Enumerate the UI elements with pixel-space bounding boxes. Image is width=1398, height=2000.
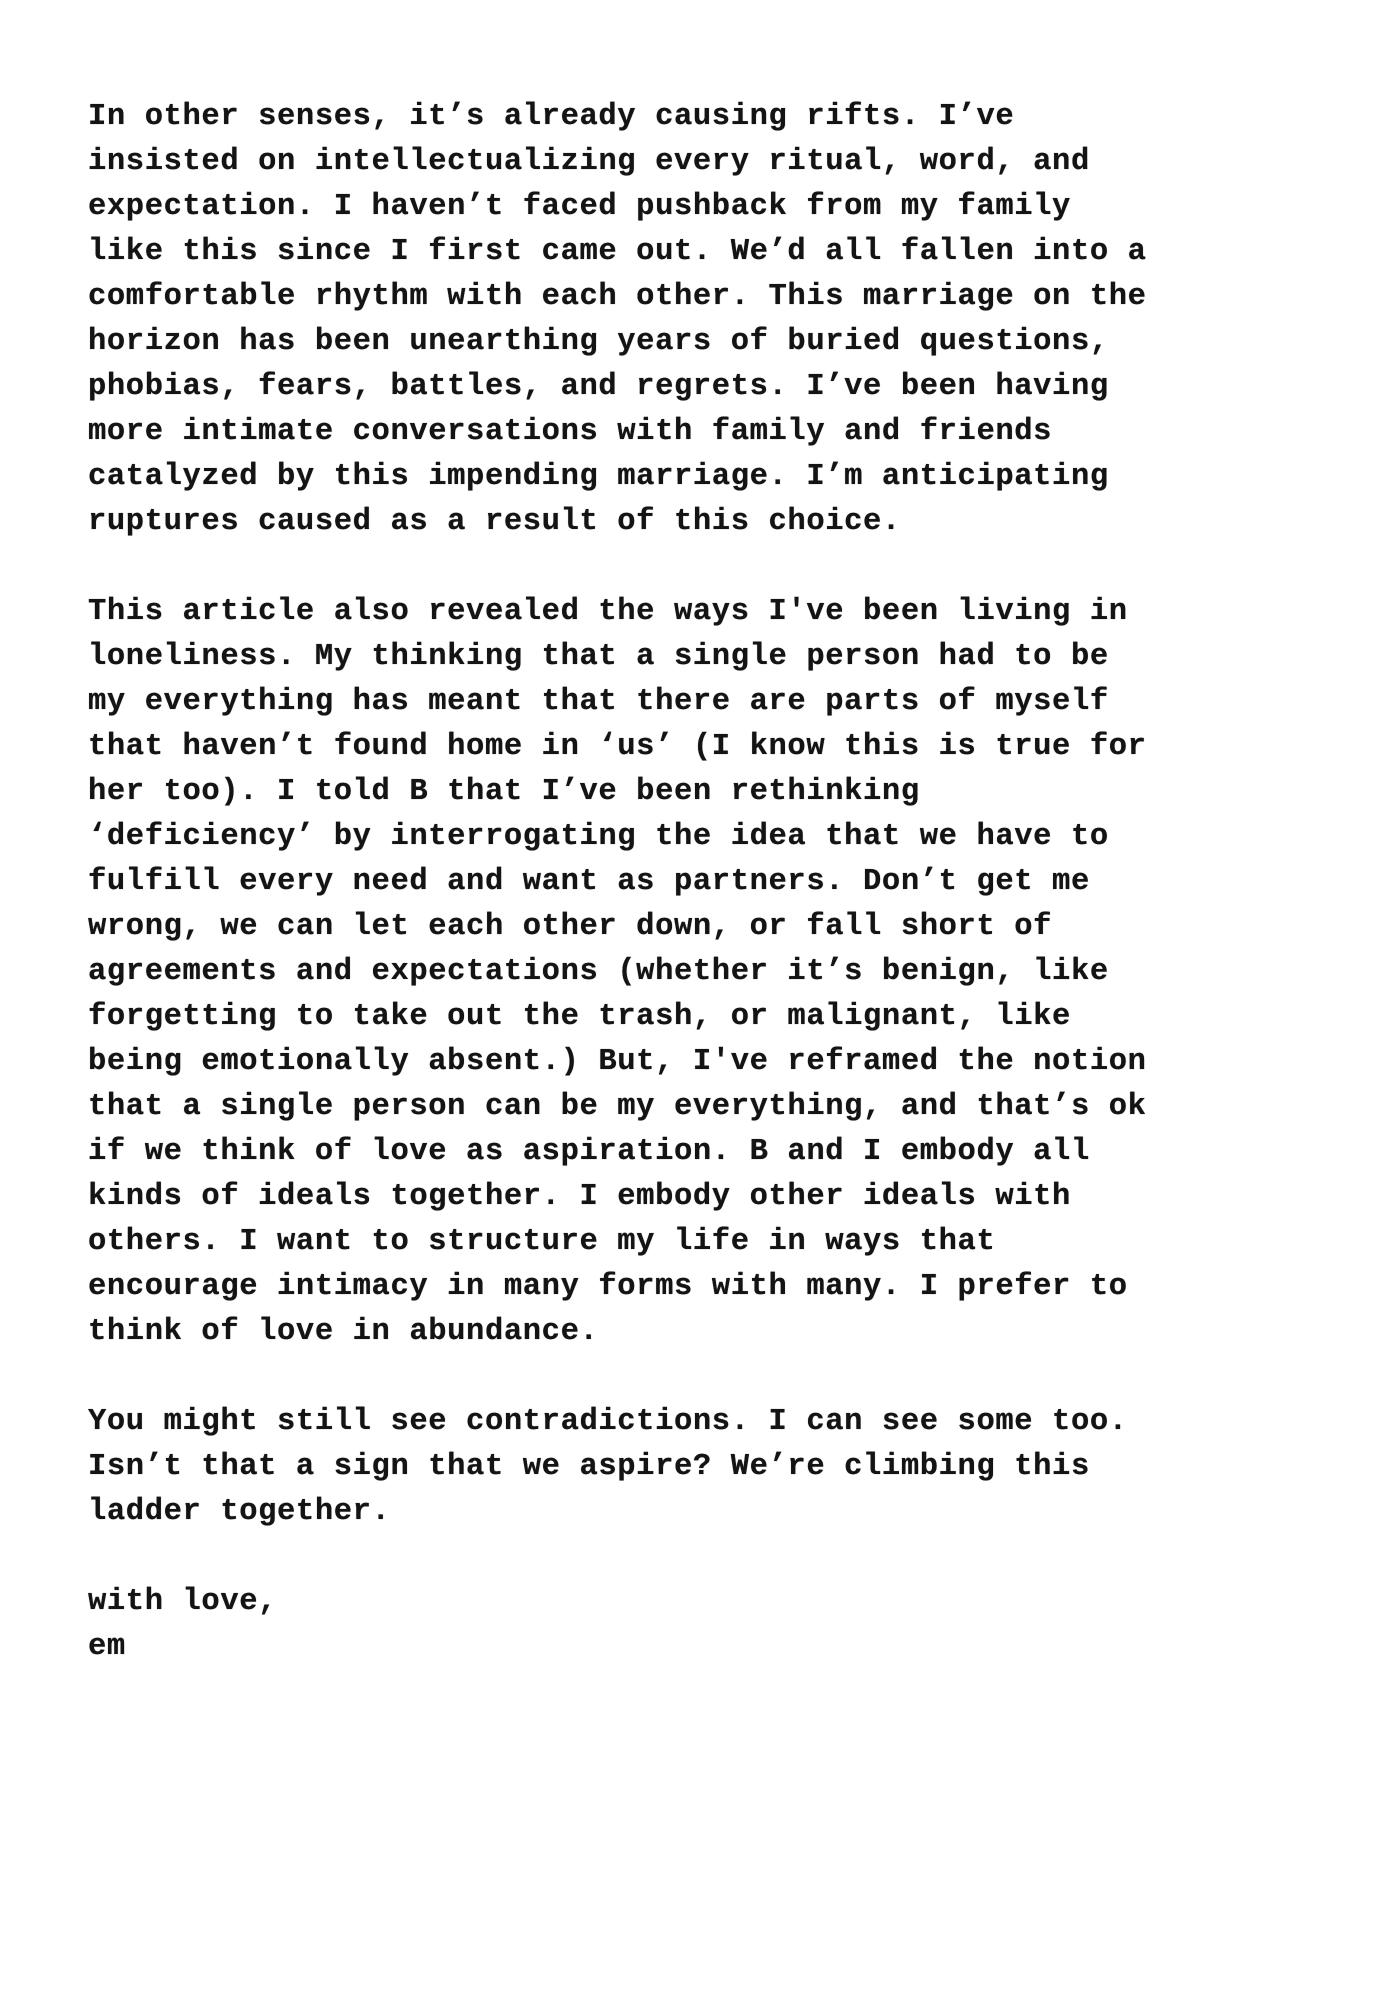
text-line: my everything has meant that there are parts of myself	[88, 685, 1109, 719]
text-line: kinds of ideals together. I embody other ideals with	[88, 1180, 1071, 1214]
text-line: if we think of love as aspiration. B and I embody all	[88, 1135, 1090, 1169]
text-line: insisted on intellectualizing every ritual, word, and	[88, 145, 1090, 179]
text-line: wrong, we can let each other down, or fall short of	[88, 910, 1053, 944]
text-line: more intimate conversations with family and friends	[88, 415, 1053, 449]
text-line: You might still see contradictions. I can see some too.	[88, 1405, 1128, 1439]
text-line: agreements and expectations (whether it’s benign, like	[88, 955, 1109, 989]
text-line: her too). I told B that I’ve been rethinking	[88, 775, 920, 809]
text-line: others. I want to structure my life in ways that	[88, 1225, 996, 1259]
text-line: ruptures caused as a result of this choice.	[88, 505, 901, 539]
text-line: comfortable rhythm with each other. This marriage on the	[88, 280, 1147, 314]
text-line: This article also revealed the ways I've been living in	[88, 595, 1128, 629]
text-line: catalyzed by this impending marriage. I’m anticipating	[88, 460, 1109, 494]
text-line: In other senses, it’s already causing rifts. I’ve	[88, 100, 1015, 134]
text-line: that haven’t found home in ‘us’ (I know this is true for	[88, 730, 1147, 764]
signature-block	[88, 1580, 1338, 1670]
text-line: fulfill every need and want as partners. Don’t get me	[88, 865, 1090, 899]
closing-line: with love,	[88, 1585, 278, 1619]
text-line: that a single person can be my everything, and that’s ok	[88, 1090, 1147, 1124]
text-line: loneliness. My thinking that a single person had to be	[88, 640, 1109, 674]
text-line: ladder together.	[88, 1495, 391, 1529]
paragraph-contradictions	[88, 1400, 1338, 1535]
text-line: forgetting to take out the trash, or malignant, like	[88, 1000, 1071, 1034]
text-line: like this since I first came out. We’d all fallen into a	[88, 235, 1147, 269]
text-line: expectation. I haven’t faced pushback from my family	[88, 190, 1071, 224]
text-line: horizon has been unearthing years of buried questions,	[88, 325, 1109, 359]
text-line: ‘deficiency’ by interrogating the idea that we have to	[88, 820, 1109, 854]
text-line: think of love in abundance.	[88, 1315, 599, 1349]
text-line: encourage intimacy in many forms with many. I prefer to	[88, 1270, 1128, 1304]
signature-name: em	[88, 1630, 126, 1664]
paragraph-loneliness	[88, 590, 1338, 1355]
paragraph-rifts	[88, 95, 1338, 545]
text-line: Isn’t that a sign that we aspire? We’re climbing this	[88, 1450, 1090, 1484]
text-line: being emotionally absent.) But, I've reframed the notion	[88, 1045, 1147, 1079]
text-line: phobias, fears, battles, and regrets. I’ve been having	[88, 370, 1109, 404]
